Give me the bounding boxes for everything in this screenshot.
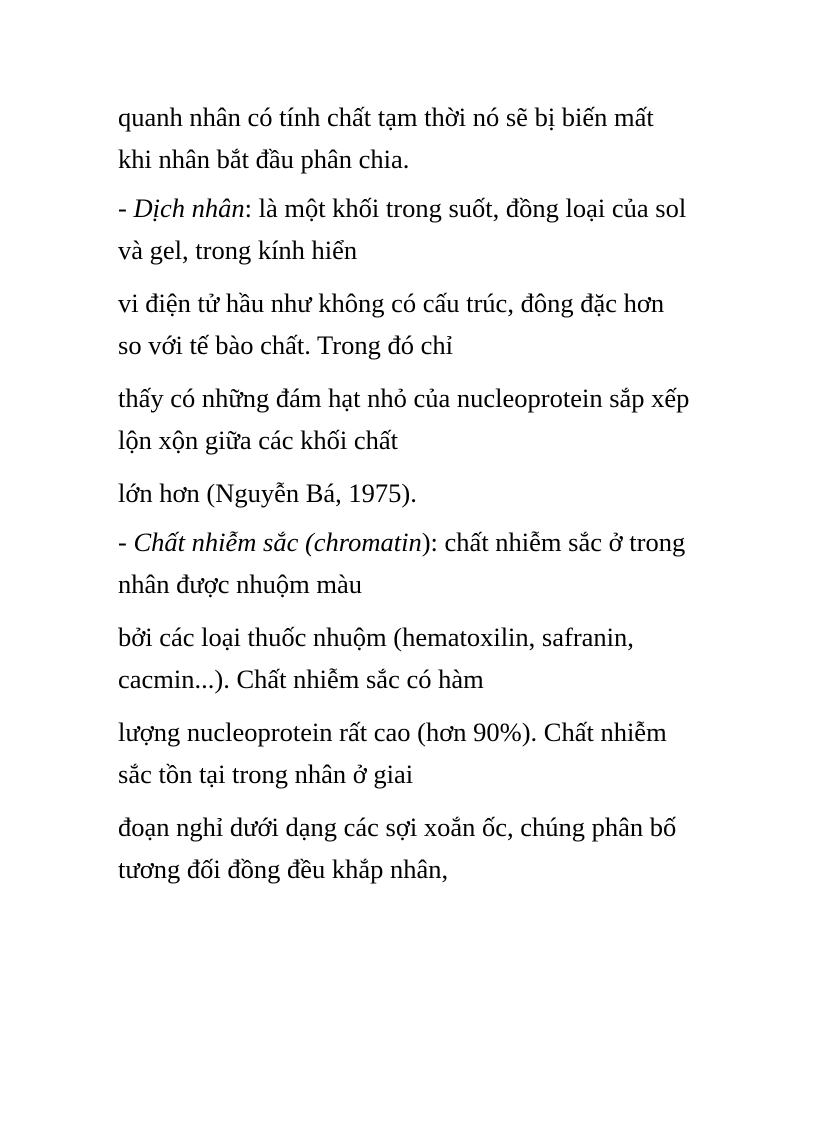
definition-text: ): chất nhiễm sắc ở trong xyxy=(421,527,686,557)
paragraph xyxy=(118,616,758,700)
text-line: vi điện tử hầu như không có cấu trúc, đông đặc hơn xyxy=(118,288,665,318)
text-line: đoạn nghỉ dưới dạng các sợi xoắn ốc, chúng phân bố xyxy=(118,812,677,842)
text-line: sắc tồn tại trong nhân ở giai xyxy=(118,759,414,789)
text-line: và gel, trong kính hiển xyxy=(118,235,358,265)
paragraph xyxy=(118,282,758,366)
text-line xyxy=(118,187,758,229)
text-line: nhân được nhuộm màu xyxy=(118,569,363,599)
paragraph xyxy=(118,806,758,890)
text-line: cacmin...). Chất nhiễm sắc có hàm xyxy=(118,664,484,694)
paragraph xyxy=(118,96,758,180)
paragraph xyxy=(118,377,758,461)
dash-prefix: - xyxy=(118,527,134,557)
text-line: khi nhân bắt đầu phân chia. xyxy=(118,144,410,174)
body-text xyxy=(118,96,758,890)
dash-prefix: - xyxy=(118,193,134,223)
definition-text: : là một khối trong suốt, đồng loại của sol xyxy=(244,193,687,223)
text-line: lộn xộn giữa các khối chất xyxy=(118,425,399,455)
text-line: so với tế bào chất. Trong đó chỉ xyxy=(118,330,453,360)
paragraph-chat-nhiem-sac xyxy=(118,521,758,605)
paragraph xyxy=(118,711,758,795)
text-line: tương đối đồng đều khắp nhân, xyxy=(118,854,449,884)
text-line: lượng nucleoprotein rất cao (hơn 90%). Chất nhiễm xyxy=(118,717,667,747)
text-line: thấy có những đám hạt nhỏ của nucleoprotein sắp xếp xyxy=(118,383,690,413)
text-line: lớn hơn (Nguyễn Bá, 1975). xyxy=(118,478,417,508)
term-dich-nhan: Dịch nhân xyxy=(133,193,245,223)
paragraph-dich-nhan xyxy=(118,187,758,271)
text-line xyxy=(118,521,758,563)
text-line: bởi các loại thuốc nhuộm (hematoxilin, safranin, xyxy=(118,622,634,652)
term-chat-nhiem-sac: Chất nhiễm sắc (chromatin xyxy=(133,527,422,557)
text-line: quanh nhân có tính chất tạm thời nó sẽ bị biến mất xyxy=(118,102,654,132)
paragraph xyxy=(118,472,758,514)
